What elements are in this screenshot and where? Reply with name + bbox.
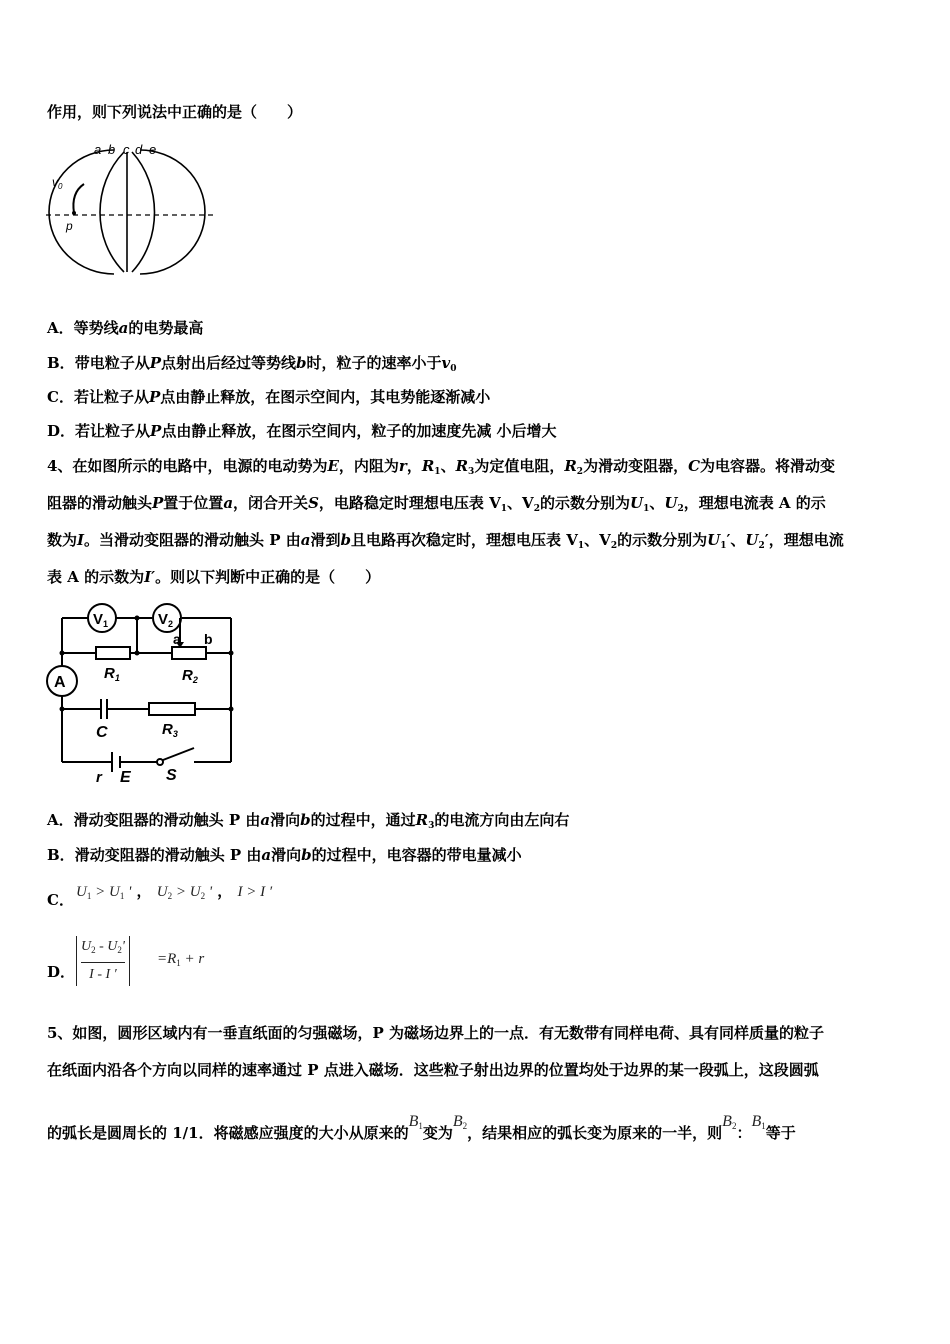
resistor-r1 — [96, 647, 130, 659]
resistor-r3 — [149, 703, 195, 715]
label-r1: $R_1$ — [104, 665, 120, 683]
switch-pivot — [157, 759, 163, 765]
equipotential-arc-a — [49, 150, 114, 274]
equipotential-arc-e — [140, 150, 205, 274]
q4-option-c-letter[interactable]: C． — [47, 891, 74, 909]
q5-stem-line2: 在纸面内沿各个方向以同样的速率通过 P 点进入磁场．这些粒子射出边界的位置均处于边界的某一段弧上，这段圆弧 — [47, 1061, 819, 1079]
label-e: e — [149, 142, 157, 157]
label-ammeter: A — [54, 674, 66, 691]
resistor-r2 — [172, 647, 206, 659]
q4-stem-line2: 阻器的滑动触头P置于位置a，闭合开关S，电路稳定时理想电压表 $V_1$、$V_2$的示数分别为$U_1$、$U_2$，理想电流表 A 的示 — [47, 494, 826, 514]
label-p: p — [66, 219, 73, 233]
q3-equipotential-figure — [44, 140, 224, 280]
equipotential-arc-b — [100, 152, 124, 272]
equipotential-arc-d — [132, 152, 155, 272]
label-internal-r: r — [96, 769, 102, 786]
q3-option-d[interactable]: D．若让粒子从P点由静止释放，在图示空间内，粒子的加速度先减 小后增大 — [47, 422, 557, 440]
q4-stem-line4: 表 A 的示数为I′。则以下判断中正确的是（ ） — [47, 568, 381, 586]
label-capacitor: C — [96, 724, 108, 741]
q4-option-d-rhs: $=R_1 + r$ — [157, 951, 205, 968]
q4-stem-line3: 数为I。当滑动变阻器的滑动触头 P 由a滑到b且电路再次稳定时，理想电压表 $V_1$、$V_2$的示数分别为$U_1'$、$U_2'$，理想电流 — [47, 531, 844, 551]
q3-option-a[interactable]: A．等势线a的电势最高 — [47, 319, 204, 337]
q4-stem-line1: 4、在如图所示的电路中，电源的电动势为E，内阻为r，$R_1$、$R_3$为定值电阻，$R_2$为滑动变阻器，C为电容器。将滑动变 — [47, 457, 836, 477]
label-a: a — [94, 142, 102, 157]
q3-option-c[interactable]: C．若让粒子从P点由静止释放，在图示空间内，其电势能逐渐减小 — [47, 388, 491, 406]
label-slider-a: a — [173, 631, 181, 647]
q5-stem-line3: 的弧长是圆周长的 1/1．将磁感应强度的大小从原来的$B_1$变为$B_2$，结果相应的弧长变为原来的一半，则$B_2$：$B_1$等于 — [47, 1113, 796, 1142]
label-v1: $V_1$ — [93, 611, 109, 629]
label-switch: S — [166, 767, 177, 784]
q4-option-d-letter[interactable]: D． — [47, 963, 76, 981]
label-d: d — [135, 142, 143, 157]
q4-option-a[interactable]: A．滑动变阻器的滑动触头 P 由a滑向b的过程中，通过$R_3$的电流方向由左向右 — [47, 811, 570, 831]
q4-option-c-formula: $U_1 > U_1$ ' ， $U_2 > U_2$ ' ， I > I ′ — [76, 882, 273, 901]
fraction-numerator: $U_2 - U_2'$ — [81, 939, 125, 955]
label-emf: E — [120, 769, 131, 786]
label-c: c — [123, 142, 130, 157]
q3-option-b[interactable]: B．带电粒子从P点射出后经过等势线b时，粒子的速率小于$v_0$ — [47, 354, 457, 374]
q3-stem-tail: 作用，则下列说法中正确的是（ ） — [47, 103, 303, 121]
trajectory-curve — [73, 184, 84, 213]
label-r2: $R_2$ — [182, 667, 198, 685]
label-b: b — [108, 142, 116, 157]
q4-circuit-diagram — [44, 602, 240, 787]
q4-option-b[interactable]: B．滑动变阻器的滑动触头 P 由a滑向b的过程中，电容器的带电量减小 — [47, 846, 522, 864]
label-slider-b: b — [204, 631, 213, 647]
label-r3: $R_3$ — [162, 721, 178, 739]
q4-option-d-fraction — [76, 936, 130, 986]
label-v0: $v_0$ — [52, 175, 63, 191]
fraction-denominator: I - I ′ — [89, 967, 117, 982]
label-v2: $V_2$ — [158, 611, 174, 629]
q5-stem-line1: 5、如图，圆形区域内有一垂直纸面的匀强磁场，P 为磁场边界上的一点．有无数带有同样电荷、具有同样质量的粒子 — [47, 1024, 824, 1042]
